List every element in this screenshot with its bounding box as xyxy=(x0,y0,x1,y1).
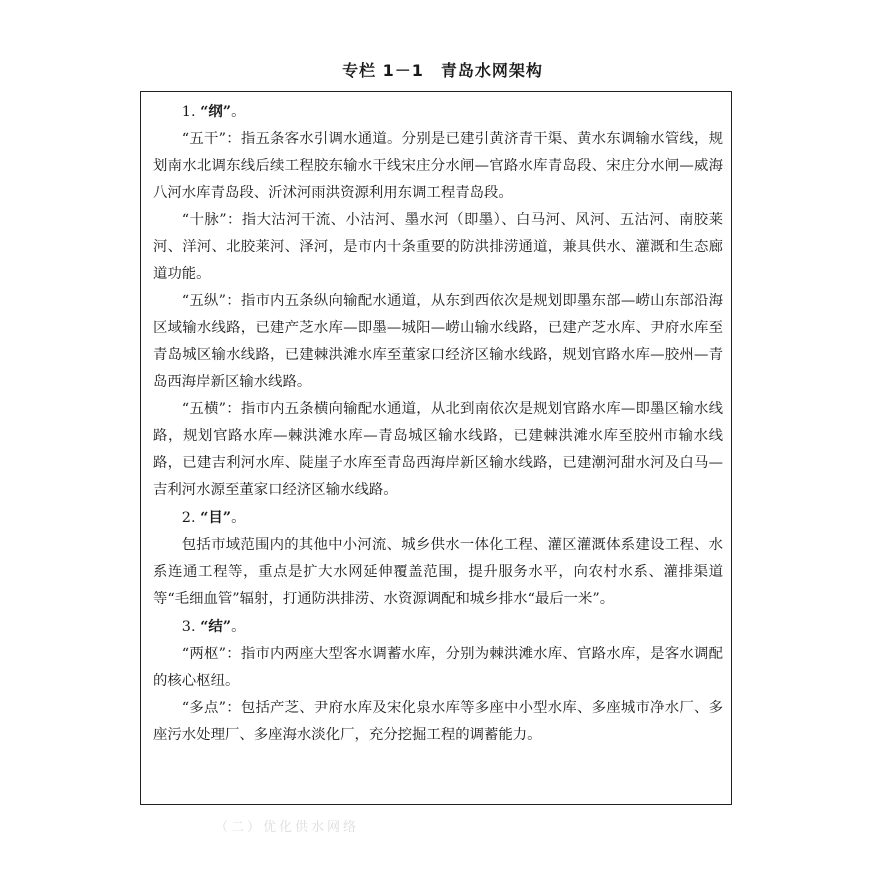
section-heading-jie xyxy=(153,613,723,641)
heading-end: 。 xyxy=(231,619,246,635)
heading-term: “结” xyxy=(200,618,232,635)
heading-number: 3. xyxy=(181,619,201,635)
paragraph-wugan: “五干”：指五条客水引调水通道。分别是已建引黄济青干渠、黄水东调输水管线，规划南水北调东线后续工程胶东输水干线宋庄分水闸—官路水库青岛段、宋庄分水闸—威海八河水库青岛段、沂沭河雨洪资源利用东调工程青岛段。 xyxy=(153,131,723,201)
section-heading-gang xyxy=(153,98,723,126)
heading-end: 。 xyxy=(231,104,246,120)
paragraph-liangshu: “两枢”：指市内两座大型客水调蓄水库，分别为棘洪滩水库、官路水库，是客水调配的核心枢纽。 xyxy=(153,646,723,689)
cut-off-next-heading: （二）优化供水网络 xyxy=(215,820,360,835)
page-title: 专栏 1－1 青岛水网架构 xyxy=(342,61,543,80)
paragraph-shimai: “十脉”：指大沽河干流、小沽河、墨水河（即墨）、白马河、风河、五沽河、南胶莱河、洋河、北胶莱河、泽河，是市内十条重要的防洪排涝通道，兼具供水、灌溉和生态廊道功能。 xyxy=(153,212,723,282)
sidebar-box xyxy=(140,91,732,805)
heading-number: 2. xyxy=(181,510,201,526)
paragraph-wuheng: “五横”：指市内五条横向输配水通道，从北到南依次是规划官路水库—即墨区输水线路，规划官路水库—棘洪滩水库—青岛城区输水线路，已建棘洪滩水库至胶州市输水线路，已建吉利河水库、陡崖子水库至青岛西海岸新区输水线路，已建潮河甜水河及白马—吉利河水源至董家口经济区输水线路。 xyxy=(153,401,723,498)
heading-end: 。 xyxy=(231,510,246,526)
paragraph-wuzong: “五纵”：指市内五条纵向输配水通道，从东到西依次是规划即墨东部—崂山东部沿海区域输水线路，已建产芝水库—即墨—城阳—崂山输水线路，已建产芝水库、尹府水库至青岛城区输水线路，已建棘洪滩水库至董家口经济区输水线路，规划官路水库—胶州—青岛西海岸新区输水线路。 xyxy=(153,293,723,390)
heading-number: 1. xyxy=(181,104,201,120)
paragraph-duodian: “多点”：包括产芝、尹府水库及宋化泉水库等多座中小型水库、多座城市净水厂、多座污水处理厂、多座海水淡化厂，充分挖掘工程的调蓄能力。 xyxy=(153,700,723,743)
paragraph-mu: 包括市域范围内的其他中小河流、城乡供水一体化工程、灌区灌溉体系建设工程、水系连通工程等，重点是扩大水网延伸覆盖范围，提升服务水平，向农村水系、灌排渠道等“毛细血管”辐射，打通防洪排涝、水资源调配和城乡排水“最后一米”。 xyxy=(153,537,723,607)
heading-term: “目” xyxy=(200,509,232,526)
section-heading-mu xyxy=(153,504,723,532)
heading-term: “纲” xyxy=(200,103,232,120)
